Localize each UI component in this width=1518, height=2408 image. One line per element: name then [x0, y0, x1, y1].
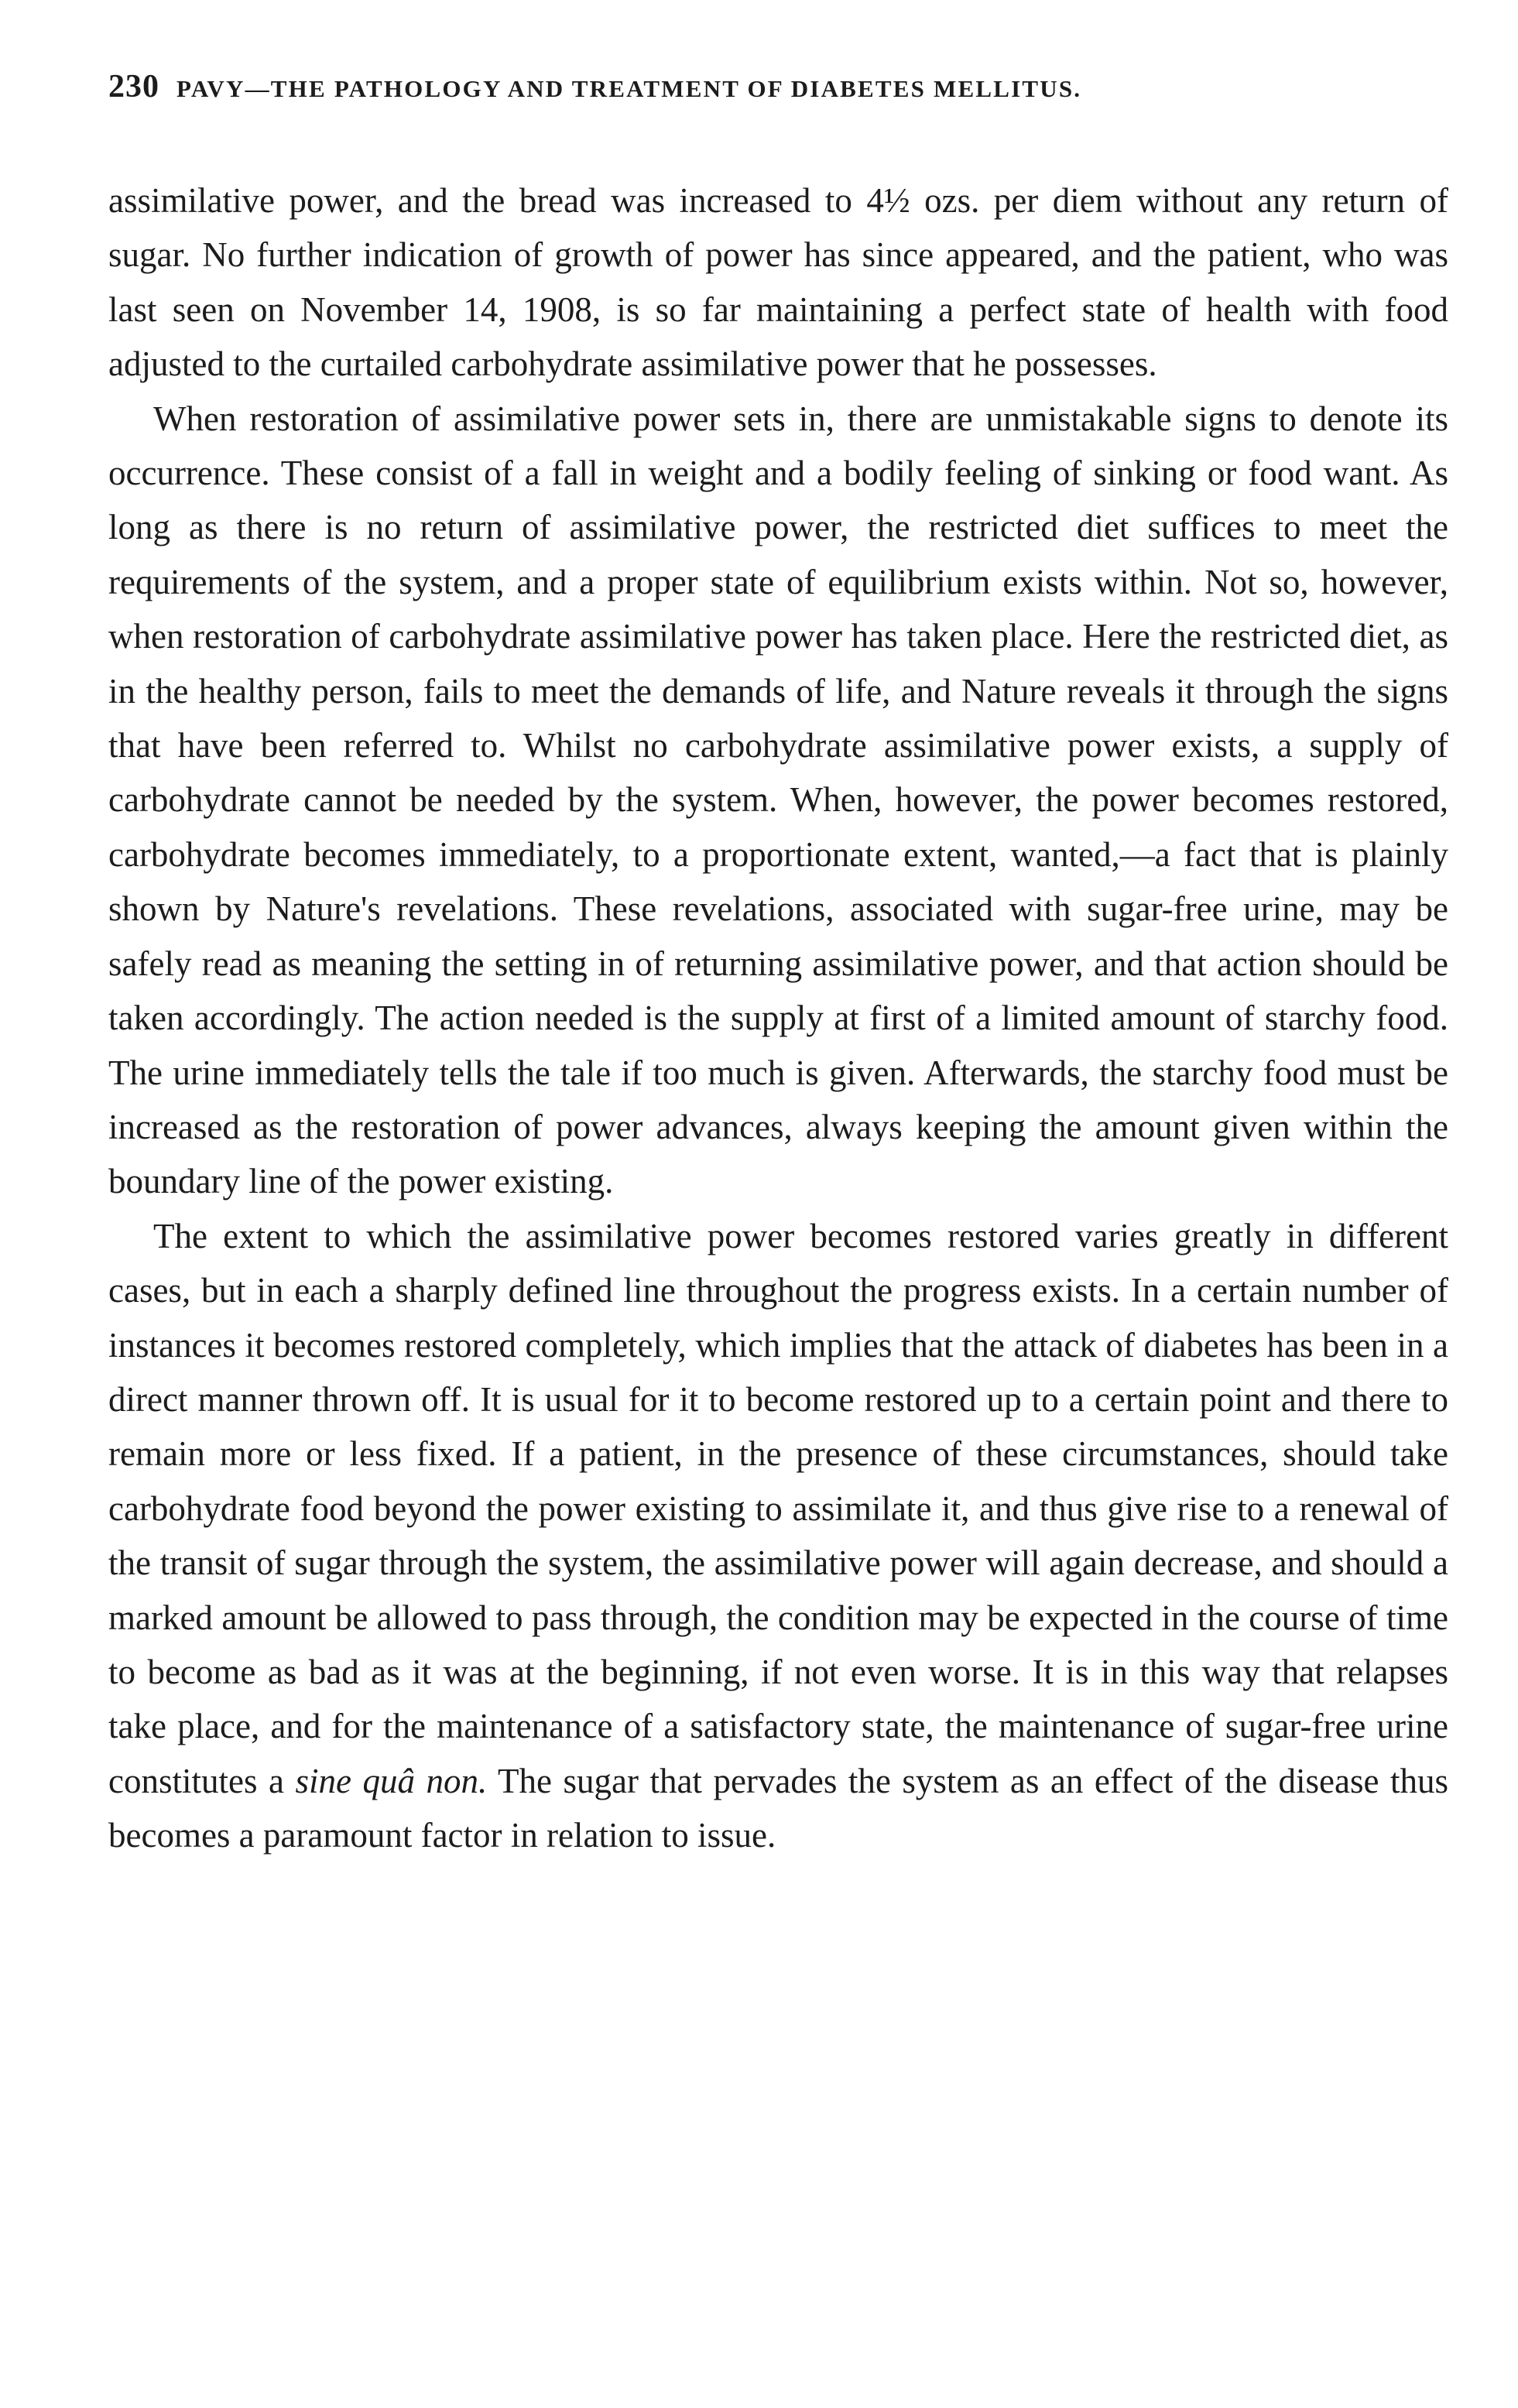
paragraph-3-text-before: The extent to which the assimilative power becomes restored varies greatly in different cases, but in each a sharply defined line throughout the progress exists. In a certain number of instances it becomes restored completely, which implies that the attack of diabetes has been in a direct manner thrown off. It is usual for it to become restored up to a certain point and there to remain more or less fixed. If a patient, in the presence of these circumstances, should take carbohydrate food beyond the power existing to assimilate it, and thus give rise to a renewal of the transit of sugar through the system, the assimilative power will again decrease, and should a marked amount be allowed to pass through, the condition may be expected in the course of time to become as bad as it was at the beginning, if not even worse. It is in this way that relapses take place, and for the maintenance of a satisfactory state, the maintenance of sugar-free urine constitutes a [108, 1216, 1448, 1800]
latin-phrase: sine quâ non. [295, 1761, 488, 1800]
paragraph-3-text-after: The sugar that pervades the system as an effect of the disease thus becomes a paramount factor in relation to issue. [108, 1761, 1448, 1855]
page-number: 230 [108, 69, 159, 104]
running-head [108, 68, 1448, 122]
running-title: PAVY—THE PATHOLOGY AND TREATMENT OF DIABETES MELLITUS. [176, 75, 1082, 102]
body-text [108, 173, 1448, 1863]
paragraph-2: When restoration of assimilative power sets in, there are unmistakable signs to denote its occurrence. These consist of a fall in weight and a bodily feeling of sinking or food want. As long as there is no return of assimilative power, the restricted diet suffices to meet the requirements of the system, and a proper state of equilibrium exists within. Not so, however, when restoration of carbohydrate assimilative power has taken place. Here the restricted diet, as in the healthy person, fails to meet the demands of life, and Nature reveals it through the signs that have been referred to. Whilst no carbohydrate assimilative power exists, a supply of carbohydrate cannot be needed by the system. When, however, the power becomes restored, carbohydrate becomes immediately, to a proportionate extent, wanted,—a fact that is plainly shown by Nature's revelations. These revelations, associated with sugar-free urine, may be safely read as meaning the setting in of returning assimilative power, and that action should be taken accordingly. The action needed is the supply at first of a limited amount of starchy food. The urine immediately tells the tale if too much is given. Afterwards, the starchy food must be increased as the restoration of power advances, always keeping the amount given within the boundary line of the power existing. [108, 399, 1448, 1201]
paragraph-3 [108, 1209, 1448, 1863]
paragraph-1: assimilative power, and the bread was increased to 4½ ozs. per diem without any return of sugar. No further indication of growth of power has since appeared, and the patient, who was last seen on November 14, 1908, is so far maintaining a perfect state of health with food adjusted to the curtailed carbohydrate assimilative power that he possesses. [108, 181, 1448, 384]
